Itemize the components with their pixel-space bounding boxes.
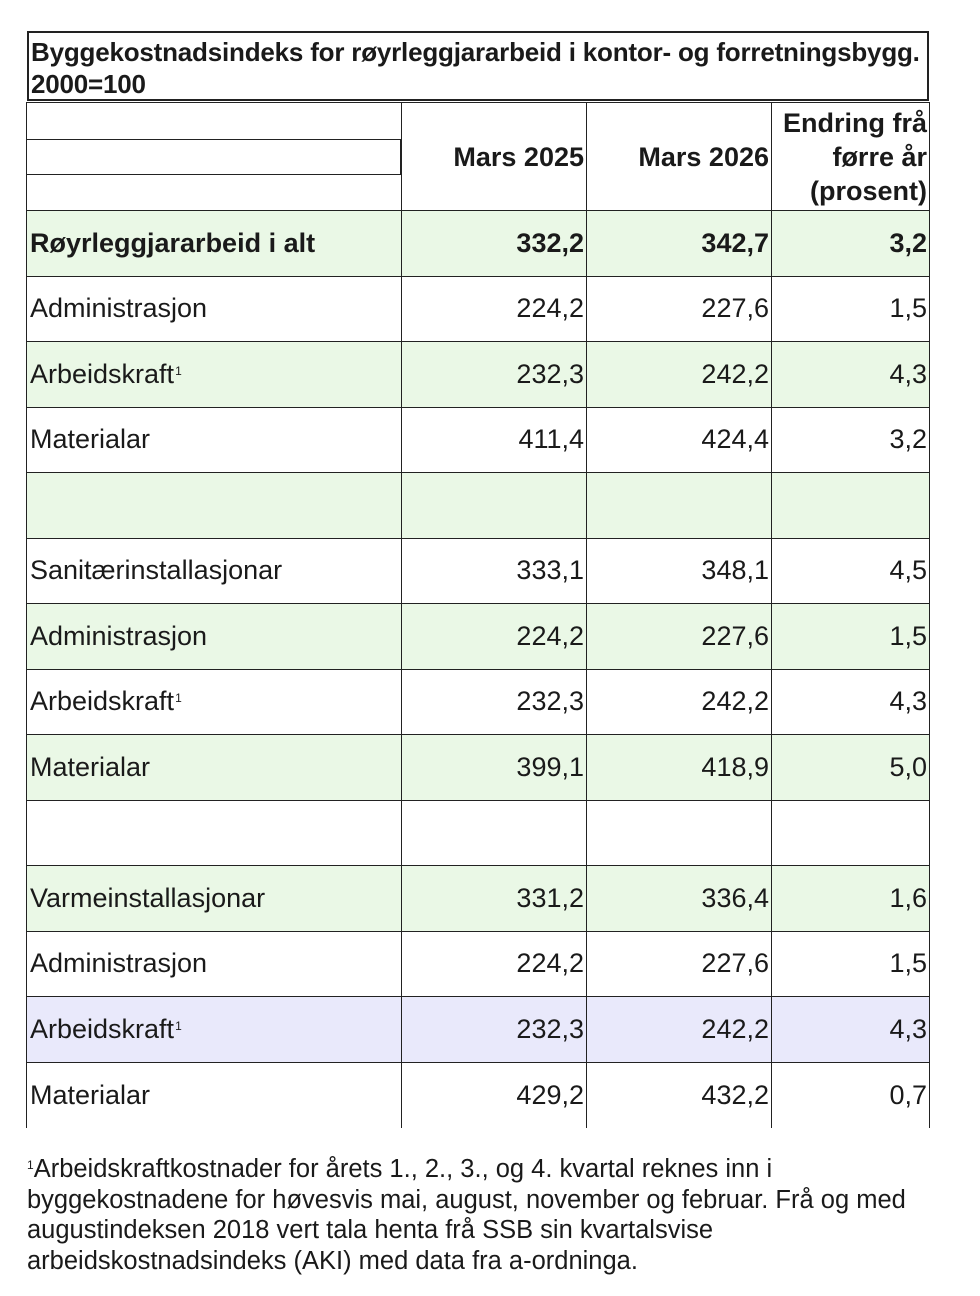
table-row: [27, 735, 930, 801]
value-change: 1,5: [772, 931, 930, 997]
table-row: [27, 276, 930, 342]
value-mars-2025: 331,2: [402, 866, 587, 932]
row-label: Materialar: [27, 407, 402, 473]
row-label: Administrasjon: [27, 604, 402, 670]
value-mars-2026: 424,4: [587, 407, 772, 473]
header-change-line2: førre år: [832, 141, 927, 172]
value-mars-2025: 224,2: [402, 276, 587, 342]
value-mars-2025: 332,2: [402, 211, 587, 277]
value-change: 3,2: [772, 407, 930, 473]
value-mars-2026: 227,6: [587, 931, 772, 997]
value-change: 3,2: [772, 211, 930, 277]
row-label-cell: [27, 342, 402, 408]
footnote-text: Arbeidskraftkostnader for årets 1., 2., 3., og 4. kvartal reknes inn i byggekostnadene for høvesvis mai, august, november og februar. Frå og med augustindeksen 2018 vert tala henta frå SSB sin kvartalsvise arbeidskostnadsindeks (AKI) med data fra a-ordninga.: [27, 1155, 906, 1275]
row-label: Administrasjon: [27, 931, 402, 997]
value-change: 4,3: [772, 669, 930, 735]
table-row: [27, 407, 930, 473]
value-mars-2025: 232,3: [402, 997, 587, 1063]
value-change: 4,3: [772, 997, 930, 1063]
index-table: [26, 102, 930, 1128]
table-row: [27, 211, 930, 277]
footnote-marker: 1: [27, 1158, 34, 1172]
row-label: [27, 800, 402, 866]
footnote: [27, 1150, 927, 1276]
value-mars-2025: 429,2: [402, 1062, 587, 1128]
row-label: Administrasjon: [27, 276, 402, 342]
value-change: 0,7: [772, 1062, 930, 1128]
value-mars-2026: 242,2: [587, 997, 772, 1063]
header-change: [772, 103, 930, 211]
spacer-row: [27, 473, 930, 539]
table-row: [27, 1062, 930, 1128]
value-mars-2026: 242,2: [587, 342, 772, 408]
row-label: [27, 473, 402, 539]
table-row: [27, 342, 930, 408]
header-mars-2025: Mars 2025: [402, 103, 587, 211]
value-mars-2025: [402, 473, 587, 539]
table-row: [27, 669, 930, 735]
header-change-line3: (prosent): [810, 175, 927, 206]
value-mars-2026: 227,6: [587, 604, 772, 670]
value-change: 4,5: [772, 538, 930, 604]
row-label: Arbeidskraft: [30, 1013, 175, 1044]
footnote-marker: 1: [175, 1018, 182, 1033]
value-change: 1,5: [772, 604, 930, 670]
value-mars-2026: 432,2: [587, 1062, 772, 1128]
value-mars-2025: 232,3: [402, 342, 587, 408]
table-title: Byggekostnadsindeks for røyrleggjararbeid i kontor- og forretningsbygg. 2000=100: [31, 37, 920, 99]
value-mars-2026: 242,2: [587, 669, 772, 735]
value-mars-2025: 224,2: [402, 604, 587, 670]
spacer-row: [27, 800, 930, 866]
header-row: [27, 103, 930, 211]
row-label: Røyrleggjararbeid i alt: [27, 211, 402, 277]
value-mars-2026: 342,7: [587, 211, 772, 277]
table-title-box: [27, 31, 929, 101]
value-change: 1,5: [772, 276, 930, 342]
value-change: 4,3: [772, 342, 930, 408]
value-change: 5,0: [772, 735, 930, 801]
footnote-marker: 1: [175, 691, 182, 706]
table-row: [27, 931, 930, 997]
row-label: Materialar: [27, 1062, 402, 1128]
row-label-cell: [27, 669, 402, 735]
value-mars-2025: 399,1: [402, 735, 587, 801]
footnote-marker: 1: [175, 363, 182, 378]
value-mars-2026: [587, 800, 772, 866]
value-mars-2026: 336,4: [587, 866, 772, 932]
header-mars-2026: Mars 2026: [587, 103, 772, 211]
value-change: [772, 800, 930, 866]
value-change: 1,6: [772, 866, 930, 932]
value-mars-2025: 411,4: [402, 407, 587, 473]
value-mars-2026: [587, 473, 772, 539]
value-mars-2026: 227,6: [587, 276, 772, 342]
table-row: [27, 997, 930, 1063]
value-change: [772, 473, 930, 539]
row-label: Varmeinstallasjonar: [27, 866, 402, 932]
row-label: Arbeidskraft: [30, 686, 175, 717]
value-mars-2026: 418,9: [587, 735, 772, 801]
header-label-cell: [27, 103, 402, 211]
table-row: [27, 538, 930, 604]
header-empty-box: [27, 139, 401, 175]
row-label: Arbeidskraft: [30, 358, 175, 389]
row-label: Materialar: [27, 735, 402, 801]
table-row: [27, 604, 930, 670]
row-label-cell: [27, 997, 402, 1063]
value-mars-2025: 232,3: [402, 669, 587, 735]
row-label: Sanitærinstallasjonar: [27, 538, 402, 604]
value-mars-2025: 333,1: [402, 538, 587, 604]
value-mars-2026: 348,1: [587, 538, 772, 604]
value-mars-2025: [402, 800, 587, 866]
header-change-line1: Endring frå: [782, 107, 927, 138]
table-row: [27, 866, 930, 932]
value-mars-2025: 224,2: [402, 931, 587, 997]
